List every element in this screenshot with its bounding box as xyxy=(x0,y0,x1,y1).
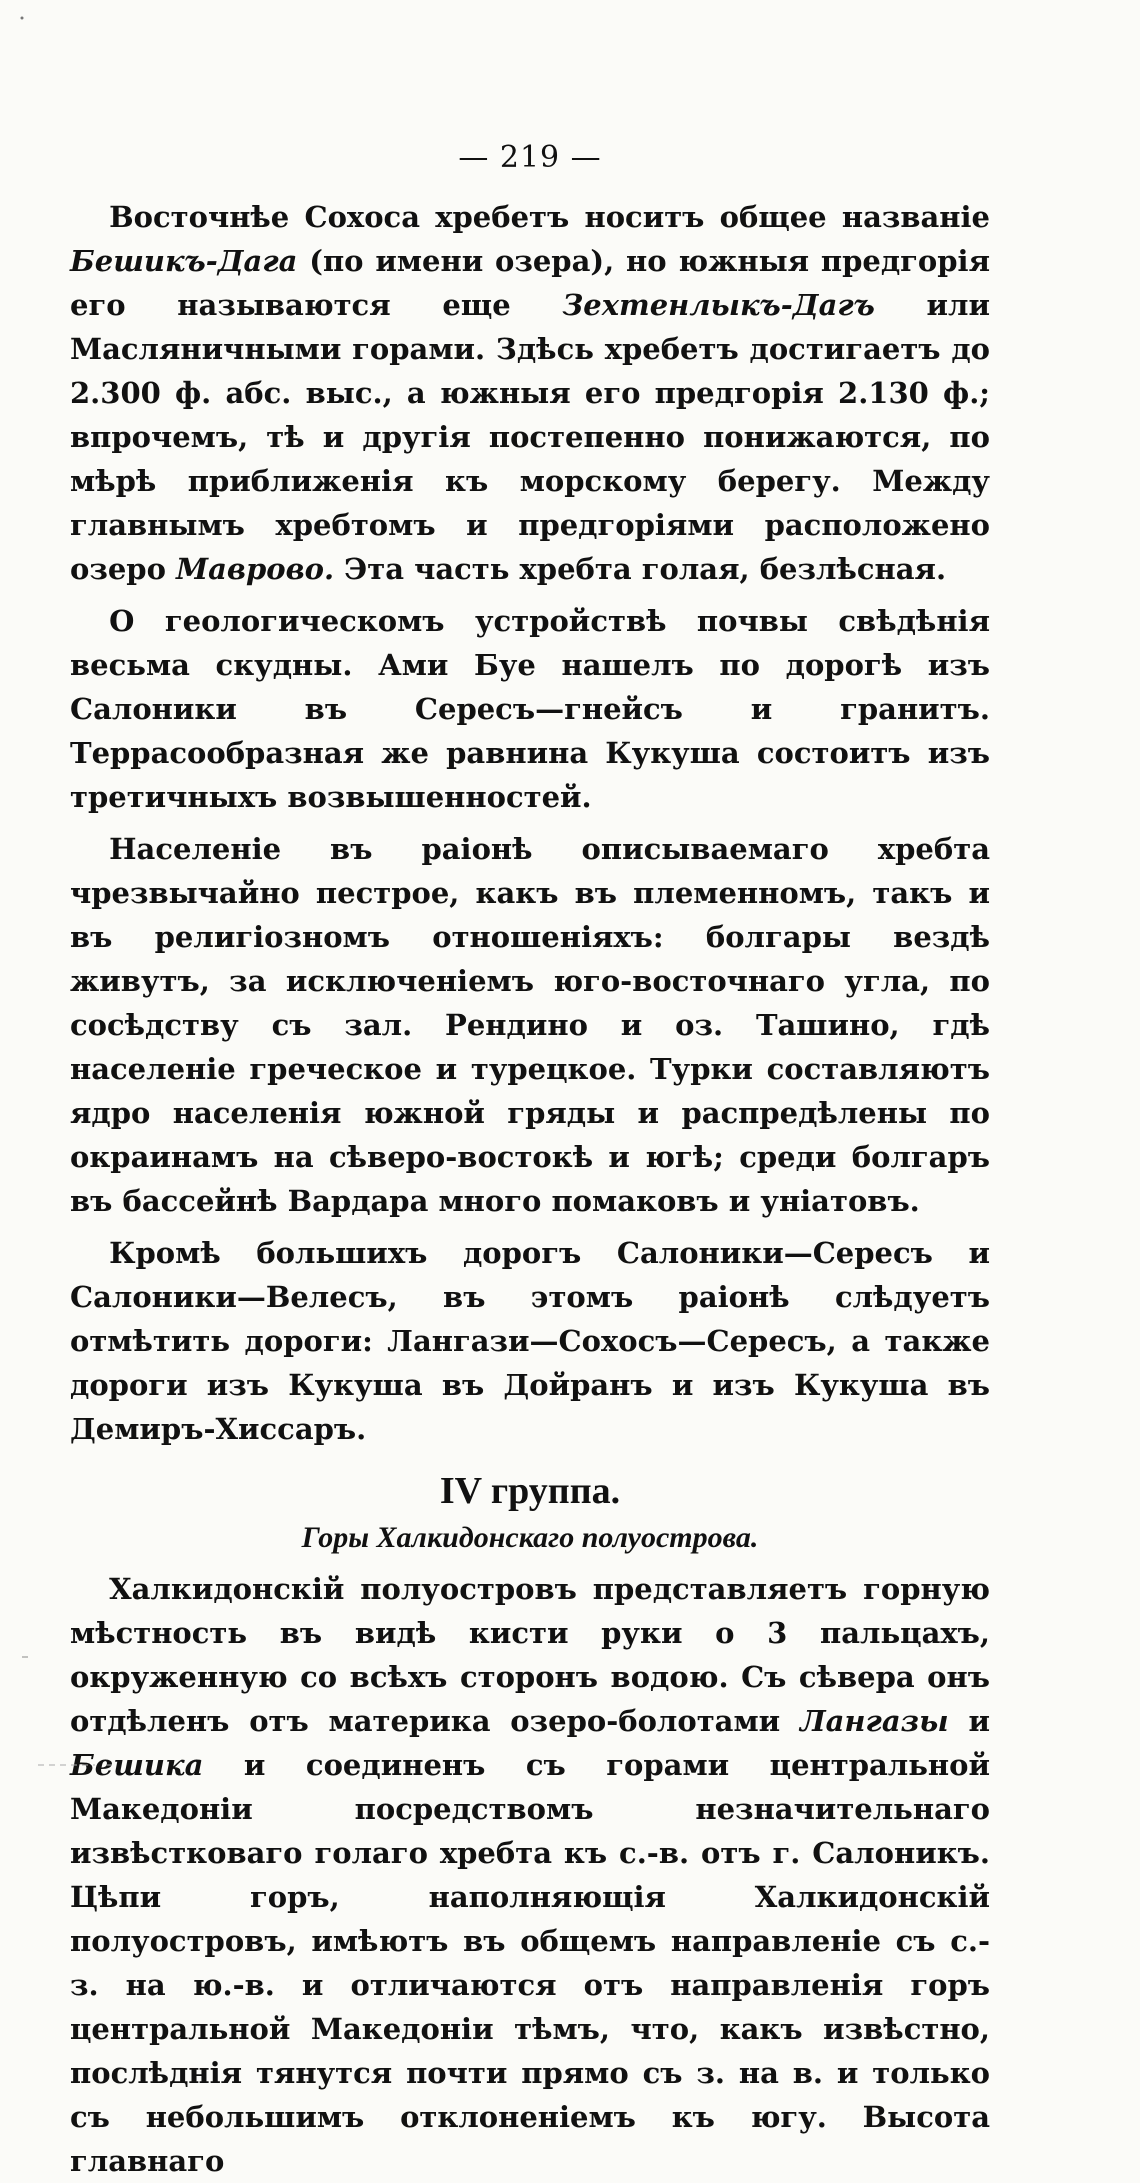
text-segment: или Масляничными горами. Здѣсь хребетъ достигаетъ до 2.300 ф. абс. выс., а южныя его предгорія 2.130 ф.; впрочемъ, тѣ и другія постепенно понижаются, по мѣрѣ приближенія къ морскому берегу. Между главнымъ хребтомъ и предгоріями расположено озеро xyxy=(70,288,990,586)
text-segment: Халкидонскій полуостровъ представляетъ горную мѣстность въ видѣ кисти руки о 3 пальцахъ, окруженную со всѣхъ сторонъ водою. Съ сѣвера онъ отдѣленъ отъ материка озеро-болотами xyxy=(70,1572,990,1738)
text-segment: Эта часть хребта голая, безлѣсная. xyxy=(334,552,947,586)
text-segment: Восточнѣе Сохоса хребетъ носитъ общее названіе xyxy=(109,200,990,234)
page-number: — 219 — xyxy=(458,140,602,175)
text-segment: О геологическомъ устройствѣ почвы свѣдѣнія весьма скудны. Ами Буе нашелъ по дорогѣ изъ Салоники въ Сересъ—гнейсъ и гранитъ. Террасообразная же равнина Кукуша состоитъ изъ третичныхъ возвышенностей. xyxy=(70,604,990,814)
text-segment: и соединенъ съ горами центральной Македоніи посредствомъ незначительнаго извѣстковаго голаго хребта къ с.-в. отъ г. Салоникъ. Цѣпи горъ, наполняющія Халкидонскій полуостровъ, имѣютъ въ общемъ направленіе съ с.-з. на ю.-в. и отличаются отъ направленія горъ центральной Македоніи тѣмъ, что, какъ извѣстно, послѣднія тянутся почти прямо съ з. на в. и только съ небольшимъ отклоненіемъ къ югу. Высота главнаго xyxy=(70,1748,990,2178)
italic-term: Зехтенлыкъ-Дагъ xyxy=(562,288,875,322)
text-segment: (по имени озера), но южныя предгорія его называются еще xyxy=(70,244,990,322)
paragraph xyxy=(70,195,990,591)
text-segment: Населеніе въ раіонѣ описываемаго хребта чрезвычайно пестрое, какъ въ племенномъ, такъ и въ религіозномъ отношеніяхъ: болгары вездѣ живутъ, за исключеніемъ юго-восточнаго угла, по сосѣдству съ зал. Рендино и оз. Ташино, гдѣ населеніе греческое и турецкое. Турки составляютъ ядро населенія южной гряды и распредѣлены по окраинамъ на сѣверо-востокѣ и югѣ; среди болгаръ въ бассейнѣ Вардара много помаковъ и уніатовъ. xyxy=(70,832,990,1218)
italic-term: Лангазы xyxy=(799,1704,949,1738)
document-page xyxy=(70,140,990,2183)
scan-dot-top-left xyxy=(21,17,24,20)
paragraph xyxy=(70,1231,990,1451)
italic-term: Маврово. xyxy=(176,552,335,586)
paragraph xyxy=(70,599,990,819)
section-body-text xyxy=(70,1567,990,2183)
paragraph xyxy=(70,827,990,1223)
italic-term: Бешикъ-Дага xyxy=(70,244,298,278)
section-subtitle: Горы Халкидонскаго полуострова. xyxy=(301,1521,759,1554)
paragraph xyxy=(70,1567,990,2183)
section-title: IV группа. xyxy=(439,1470,621,1512)
body-text xyxy=(70,195,990,1451)
text-segment: Кромѣ большихъ дорогъ Салоники—Сересъ и Салоники—Велесъ, въ этомъ раіонѣ слѣдуетъ отмѣтить дороги: Лангази—Сохосъ—Сересъ, а также дороги изъ Кукуша въ Дойранъ и изъ Кукуша въ Демиръ-Хиссаръ. xyxy=(70,1236,990,1446)
text-segment: и xyxy=(948,1704,990,1738)
italic-term: Бешика xyxy=(70,1748,204,1782)
